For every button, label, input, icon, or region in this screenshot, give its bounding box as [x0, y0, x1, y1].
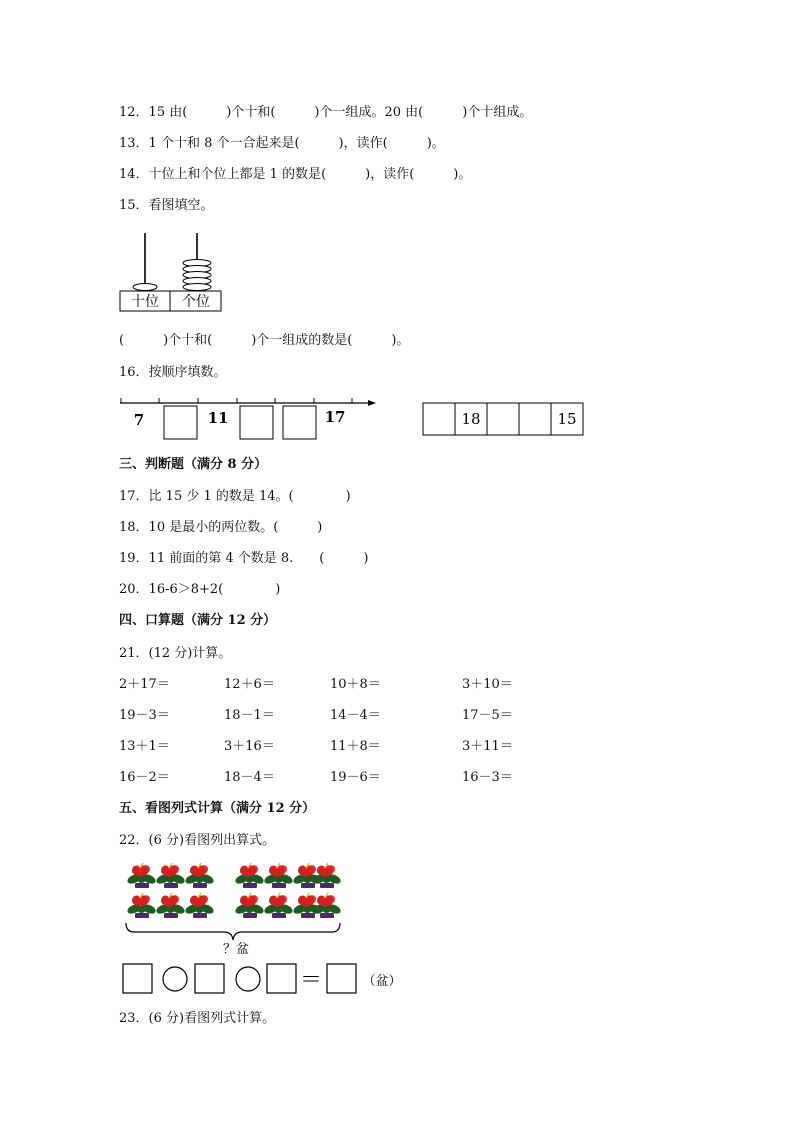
calc-item: 3＋11＝	[462, 739, 513, 754]
calc-item: 19－3＝	[119, 708, 170, 723]
calc-item: 19－6＝	[330, 770, 381, 785]
answer-box	[240, 406, 273, 439]
tens-label: 十位	[131, 294, 159, 310]
answer-box	[164, 406, 197, 439]
equation-template	[120, 960, 410, 1000]
calc-item: 13＋1＝	[119, 739, 170, 754]
answer-box	[283, 406, 316, 439]
sequence-cell: 18	[461, 410, 481, 428]
flower-pot-icon	[263, 863, 294, 888]
equals-sign: ＝	[299, 968, 323, 993]
section-3-title: 三、判断题（满分 8 分）	[119, 457, 268, 472]
brace	[126, 923, 340, 940]
brace-label: ？盆	[222, 942, 250, 957]
calc-item: 16－3＝	[462, 770, 513, 785]
flower-pot-icon	[234, 863, 265, 888]
question-19: 19．11 前面的第 4 个数是 8. ( )	[119, 551, 369, 566]
tick-label: 17	[324, 408, 346, 426]
calc-item: 17－5＝	[462, 708, 513, 723]
ones-bead	[183, 284, 211, 291]
question-15-fill: ( )个十和( )个一组成的数是( )。	[119, 333, 410, 348]
section-5-title: 五、看图列式计算（满分 12 分）	[119, 801, 316, 816]
equation-box	[327, 964, 356, 993]
flower-pot-icon	[155, 893, 186, 918]
flower-pot-icon	[234, 893, 265, 918]
ones-label: 个位	[182, 294, 210, 310]
question-14: 14．十位上和个位上都是 1 的数是( )，读作( )。	[119, 167, 472, 182]
question-23: 23．(6 分)看图列式计算。	[119, 1011, 276, 1026]
flower-pot-icon	[184, 893, 215, 918]
calc-item: 18－1＝	[224, 708, 275, 723]
question-17: 17．比 15 少 1 的数是 14。( )	[119, 489, 351, 504]
flower-pot-icon	[126, 863, 157, 888]
question-12: 12．15 由( )个十和( )个一组成。20 由( )个十组成。	[119, 105, 533, 120]
calc-item: 11＋8＝	[330, 739, 381, 754]
tens-bead	[133, 284, 157, 291]
flower-pot-icon	[155, 863, 186, 888]
operator-circle	[163, 967, 187, 991]
operator-circle	[236, 967, 260, 991]
number-line	[116, 394, 378, 444]
flower-pot-icon	[263, 893, 294, 918]
calc-item: 3＋16＝	[224, 739, 275, 754]
question-22: 22．(6 分)看图列出算式。	[119, 833, 276, 848]
question-20: 20．16-6＞8+2( )	[119, 582, 281, 597]
question-21: 21．(12 分)计算。	[119, 646, 232, 661]
calc-item: 16－2＝	[119, 770, 170, 785]
calc-item: 18－4＝	[224, 770, 275, 785]
question-18: 18．10 是最小的两位数。( )	[119, 520, 323, 535]
calc-item: 10＋8＝	[330, 677, 381, 692]
flower-pot-icon	[126, 893, 157, 918]
unit-label: （盆）	[362, 974, 402, 989]
equation-box	[195, 964, 224, 993]
section-4-title: 四、口算题（满分 12 分）	[119, 613, 277, 628]
calc-item: 3＋10＝	[462, 677, 513, 692]
tick-label: 7	[133, 411, 145, 429]
equation-box	[267, 964, 296, 993]
flower-pots-figure	[120, 858, 350, 958]
sequence-boxes	[422, 402, 586, 438]
question-13: 13．1 个十和 8 个一合起来是( )，读作( )。	[119, 136, 445, 151]
tick-label: 11	[207, 409, 229, 427]
abacus-figure	[118, 230, 224, 314]
calc-item: 12＋6＝	[224, 677, 275, 692]
question-15: 15．看图填空。	[119, 198, 214, 213]
flower-pot-icon	[184, 863, 215, 888]
question-16: 16．按顺序填数。	[119, 365, 227, 380]
sequence-cell: 15	[557, 410, 577, 428]
calc-item: 14－4＝	[330, 708, 381, 723]
calc-item: 2＋17＝	[119, 677, 170, 692]
equation-box	[123, 964, 152, 993]
